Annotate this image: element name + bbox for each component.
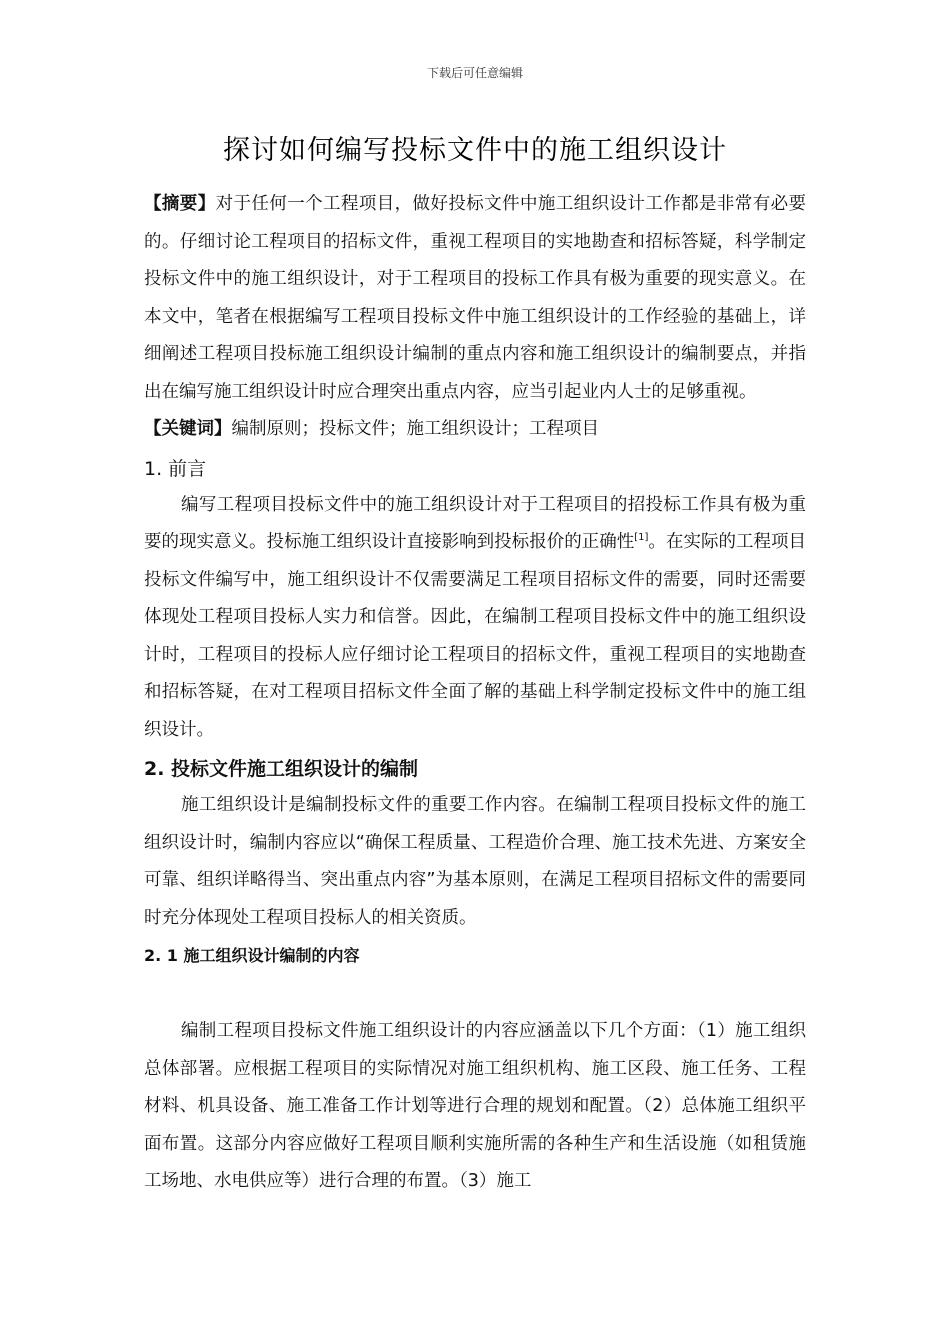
- citation-ref: [1]: [634, 532, 649, 544]
- section-1-paragraph: [144, 487, 806, 750]
- keywords-paragraph: [144, 411, 806, 449]
- section-2-paragraph: 施工组织设计是编制投标文件的重要工作内容。在编制工程项目投标文件的施工组织设计时，编制内容应以“确保工程质量、工程造价合理、施工技术先进、方案安全可靠、组织详略得当、突出重点内容”为基本原则，在满足工程项目招标文件的需要同时充分体现处工程项目投标人的相关资质。: [144, 795, 806, 928]
- spacer: [144, 973, 806, 1013]
- keywords-text: 编制原则；投标文件；施工组织设计；工程项目: [231, 419, 599, 439]
- section-2-1-paragraph: 编制工程项目投标文件施工组织设计的内容应涵盖以下几个方面：（1）施工组织总体部署。应根据工程项目的实际情况对施工组织机构、施工区段、施工任务、工程材料、机具设备、施工准备工作计划等进行合理的规划和配置。（2）总体施工组织平面布置。这部分内容应做好工程项目顺利实施所需的各种生产和生活设施（如租赁施工场地、水电供应等）进行合理的布置。（3）施工: [144, 1021, 806, 1191]
- page-header: 下载后可任意编辑: [426, 66, 523, 80]
- section-2-1-heading: 2. 1 施工组织设计编制的内容: [144, 946, 360, 965]
- section-1-text-a: 编写工程项目投标文件中的施工组织设计对于工程项目的招投标工作具有极为重要的现实意义。投标施工组织设计直接影响到投标报价的正确性: [144, 494, 806, 552]
- section-2-heading: 2. 投标文件施工组织设计的编制: [144, 758, 419, 780]
- keywords-label: 【关键词】: [144, 419, 232, 439]
- abstract-text: 对于任何一个工程项目，做好投标文件中施工组织设计工作都是非常有必要的。仔细讨论工程项目的招标文件，重视工程项目的实地勘查和招标答疑，科学制定投标文件中的施工组织设计，对于工程项目的投标工作具有极为重要的现实意义。在本文中，笔者在根据编写工程项目投标文件中施工组织设计的工作经验的基础上，详细阐述工程项目投标施工组织设计编制的重点内容和施工组织设计的编制要点，并指出在编写施工组织设计时应合理突出重点内容，应当引起业内人士的足够重视。: [144, 194, 807, 402]
- section-1-heading: 1. 前言: [144, 457, 207, 480]
- document-body: [144, 186, 806, 1201]
- abstract-paragraph: [144, 186, 806, 411]
- document-title: 探讨如何编写投标文件中的施工组织设计: [223, 135, 727, 166]
- abstract-label: 【摘要】: [144, 194, 216, 214]
- section-1-text-b: 。在实际的工程项目投标文件编写中，施工组织设计不仅需要满足工程项目招标文件的需要，同时还需要体现处工程项目投标人实力和信誉。因此，在编制工程项目投标文件中的施工组织设计时，工程项目的投标人应仔细讨论工程项目的招标文件，重视工程项目的实地勘查和招标答疑，在对工程项目招标文件全面了解的基础上科学制定投标文件中的施工组织设计。: [144, 532, 807, 740]
